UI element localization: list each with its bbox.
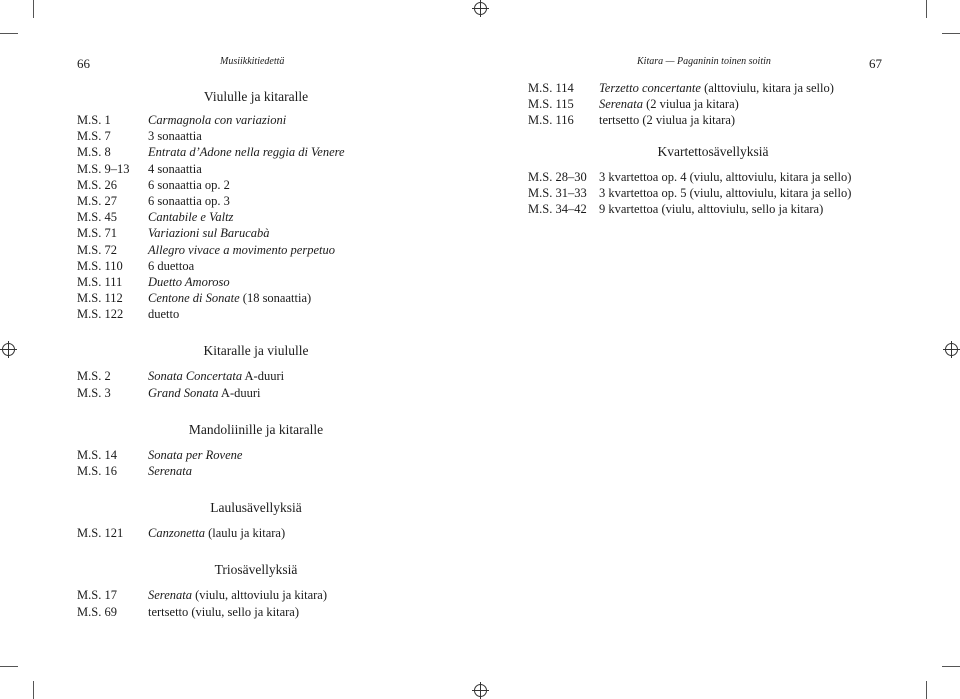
work-title (599, 96, 739, 112)
crop-mark (926, 0, 927, 18)
crop-mark (33, 681, 34, 699)
entry-list (77, 525, 435, 541)
title-italic-part: Grand Sonata (148, 385, 219, 400)
section (528, 143, 898, 218)
list-item (528, 80, 898, 96)
list-item (77, 274, 435, 290)
list-item (77, 258, 435, 274)
title-part: 3 sonaattia (148, 129, 202, 144)
list-item (77, 161, 435, 177)
catalog-number: M.S. 71 (77, 226, 117, 241)
work-title (148, 177, 230, 193)
list-item (528, 201, 898, 217)
title-part: A-duuri (242, 369, 285, 384)
section (77, 342, 435, 400)
section (77, 421, 435, 479)
work-title (148, 161, 202, 177)
work-title (148, 209, 233, 225)
work-title (599, 80, 834, 96)
section-heading: Triosävellyksiä (214, 562, 298, 578)
work-title (148, 306, 179, 322)
list-item (77, 144, 435, 160)
section-heading: Laulusävellyksiä (210, 500, 302, 516)
registration-mark-icon (474, 684, 487, 697)
section (77, 88, 435, 322)
entry-list (77, 112, 435, 322)
title-italic-part: Sonata per Rovene (148, 447, 243, 462)
list-item (77, 128, 435, 144)
work-title (148, 112, 286, 128)
running-head-right: Kitara — Paganinin toinen soitin (637, 56, 771, 67)
list-item (528, 185, 898, 201)
title-part: tertsetto (2 viulua ja kitara) (599, 113, 736, 128)
work-title (148, 368, 284, 384)
list-item (77, 368, 435, 384)
title-italic-part: Allegro vivace a movimento perpetuo (148, 242, 335, 257)
work-title (148, 274, 230, 290)
work-title (148, 587, 327, 603)
catalog-number: M.S. 2 (77, 369, 111, 384)
title-part: (laulu ja kitara) (204, 526, 286, 541)
section-heading: Kitaralle ja viululle (203, 343, 309, 359)
catalog-number: M.S. 26 (77, 177, 117, 192)
catalog-number: M.S. 14 (77, 447, 117, 462)
crop-mark (942, 33, 960, 34)
work-title (148, 290, 311, 306)
catalog-number: M.S. 112 (77, 291, 123, 306)
list-item (77, 290, 435, 306)
work-title (148, 144, 345, 160)
work-title (148, 242, 335, 258)
work-title (599, 112, 735, 128)
crop-mark (0, 33, 18, 34)
title-italic-part: Serenata (148, 464, 192, 478)
catalog-number: M.S. 121 (77, 526, 124, 541)
work-title (599, 169, 851, 185)
catalog-number: M.S. 28–30 (528, 169, 587, 184)
title-part: (18 sonaattia) (239, 291, 312, 306)
title-part: duetto (148, 307, 180, 322)
catalog-number: M.S. 122 (77, 307, 124, 322)
list-item (528, 169, 898, 185)
list-item (77, 525, 435, 541)
work-title (148, 258, 194, 274)
list-item (77, 209, 435, 225)
title-italic-part: Cantabile e Valtz (148, 210, 234, 225)
running-head-left: Musiikkitiedettä (220, 56, 285, 67)
title-italic-part: Variazioni sul Barucabà (148, 226, 270, 241)
catalog-number: M.S. 31–33 (528, 185, 587, 200)
work-title (148, 193, 230, 209)
entry-list (528, 80, 898, 129)
list-item (77, 385, 435, 401)
title-part: 3 kvartettoa op. 4 (viulu, alttoviulu, kitara ja sello) (599, 169, 852, 184)
work-title (148, 385, 261, 401)
title-part: 3 kvartettoa op. 5 (viulu, alttoviulu, kitara ja sello) (599, 185, 852, 200)
list-item (77, 587, 435, 603)
catalog-number: M.S. 111 (77, 274, 123, 289)
catalog-number: M.S. 27 (77, 193, 117, 208)
list-item (77, 306, 435, 322)
list-item (528, 112, 898, 128)
work-title (148, 525, 285, 541)
list-item (77, 112, 435, 128)
title-italic-part: Serenata (148, 588, 192, 603)
section (77, 561, 435, 619)
section-heading: Kvartettosävellyksiä (657, 143, 769, 159)
list-item (77, 604, 435, 620)
work-title (148, 447, 242, 463)
section (528, 80, 898, 129)
catalog-number: M.S. 114 (528, 81, 574, 95)
title-part: (alttoviulu, kitara ja sello) (700, 81, 834, 95)
section-heading: Viululle ja kitaralle (203, 89, 309, 104)
catalog-number: M.S. 45 (77, 210, 117, 225)
catalog-number: M.S. 1 (77, 113, 111, 127)
work-title (148, 604, 299, 620)
title-part: A-duuri (218, 385, 261, 400)
title-part: 6 duettoa (148, 258, 195, 273)
title-part: (2 viulua ja kitara) (642, 97, 739, 112)
entry-list (77, 447, 435, 479)
title-italic-part: Centone di Sonate (148, 291, 240, 306)
title-italic-part: Carmagnola con variazioni (148, 113, 287, 127)
title-part: tertsetto (viulu, sello ja kitara) (148, 604, 299, 619)
registration-mark-icon (945, 343, 958, 356)
section (77, 499, 435, 541)
registration-mark-icon (2, 343, 15, 356)
title-part: 6 sonaattia op. 2 (148, 177, 230, 192)
catalog-number: M.S. 72 (77, 242, 117, 257)
catalog-number: M.S. 116 (528, 113, 574, 128)
list-item (77, 463, 435, 479)
page-number-left: 66 (77, 56, 90, 71)
work-title (148, 225, 270, 241)
title-part: 4 sonaattia (148, 161, 202, 176)
list-item (528, 96, 898, 112)
catalog-number: M.S. 115 (528, 97, 574, 112)
crop-mark (0, 666, 18, 667)
list-item (77, 242, 435, 258)
page-number-right: 67 (869, 56, 882, 71)
title-italic-part: Serenata (599, 97, 643, 112)
catalog-number: M.S. 110 (77, 258, 123, 273)
crop-mark (926, 681, 927, 699)
catalog-number: M.S. 8 (77, 145, 111, 160)
title-part: 9 kvartettoa (viulu, alttoviulu, sello ja kitara) (599, 201, 824, 216)
title-part: 6 sonaattia op. 3 (148, 193, 230, 208)
entry-list (528, 169, 898, 218)
catalog-number: M.S. 3 (77, 385, 111, 400)
section-heading: Mandoliinille ja kitaralle (188, 421, 324, 437)
work-title (148, 128, 202, 144)
catalog-number: M.S. 9–13 (77, 161, 130, 176)
catalog-number: M.S. 34–42 (528, 201, 587, 216)
list-item (77, 447, 435, 463)
registration-mark-icon (474, 2, 487, 15)
title-italic-part: Canzonetta (148, 526, 205, 541)
title-italic-part: Sonata Concertata (148, 369, 243, 384)
list-item (77, 177, 435, 193)
catalog-number: M.S. 7 (77, 129, 111, 144)
catalog-number: M.S. 17 (77, 588, 117, 603)
catalog-number: M.S. 69 (77, 604, 117, 619)
list-item (77, 193, 435, 209)
entry-list (77, 587, 435, 619)
title-italic-part: Terzetto concertante (599, 81, 701, 95)
work-title (148, 463, 192, 479)
entry-list (77, 368, 435, 400)
work-title (599, 201, 823, 217)
title-italic-part: Entrata d’Adone nella reggia di Venere (148, 145, 345, 160)
left-page (77, 80, 435, 620)
right-page (528, 80, 898, 217)
catalog-number: M.S. 16 (77, 464, 117, 478)
crop-mark (33, 0, 34, 18)
work-title (599, 185, 851, 201)
crop-mark (942, 666, 960, 667)
title-part: (viulu, alttoviulu ja kitara) (191, 588, 328, 603)
title-italic-part: Duetto Amoroso (148, 274, 230, 289)
list-item (77, 225, 435, 241)
